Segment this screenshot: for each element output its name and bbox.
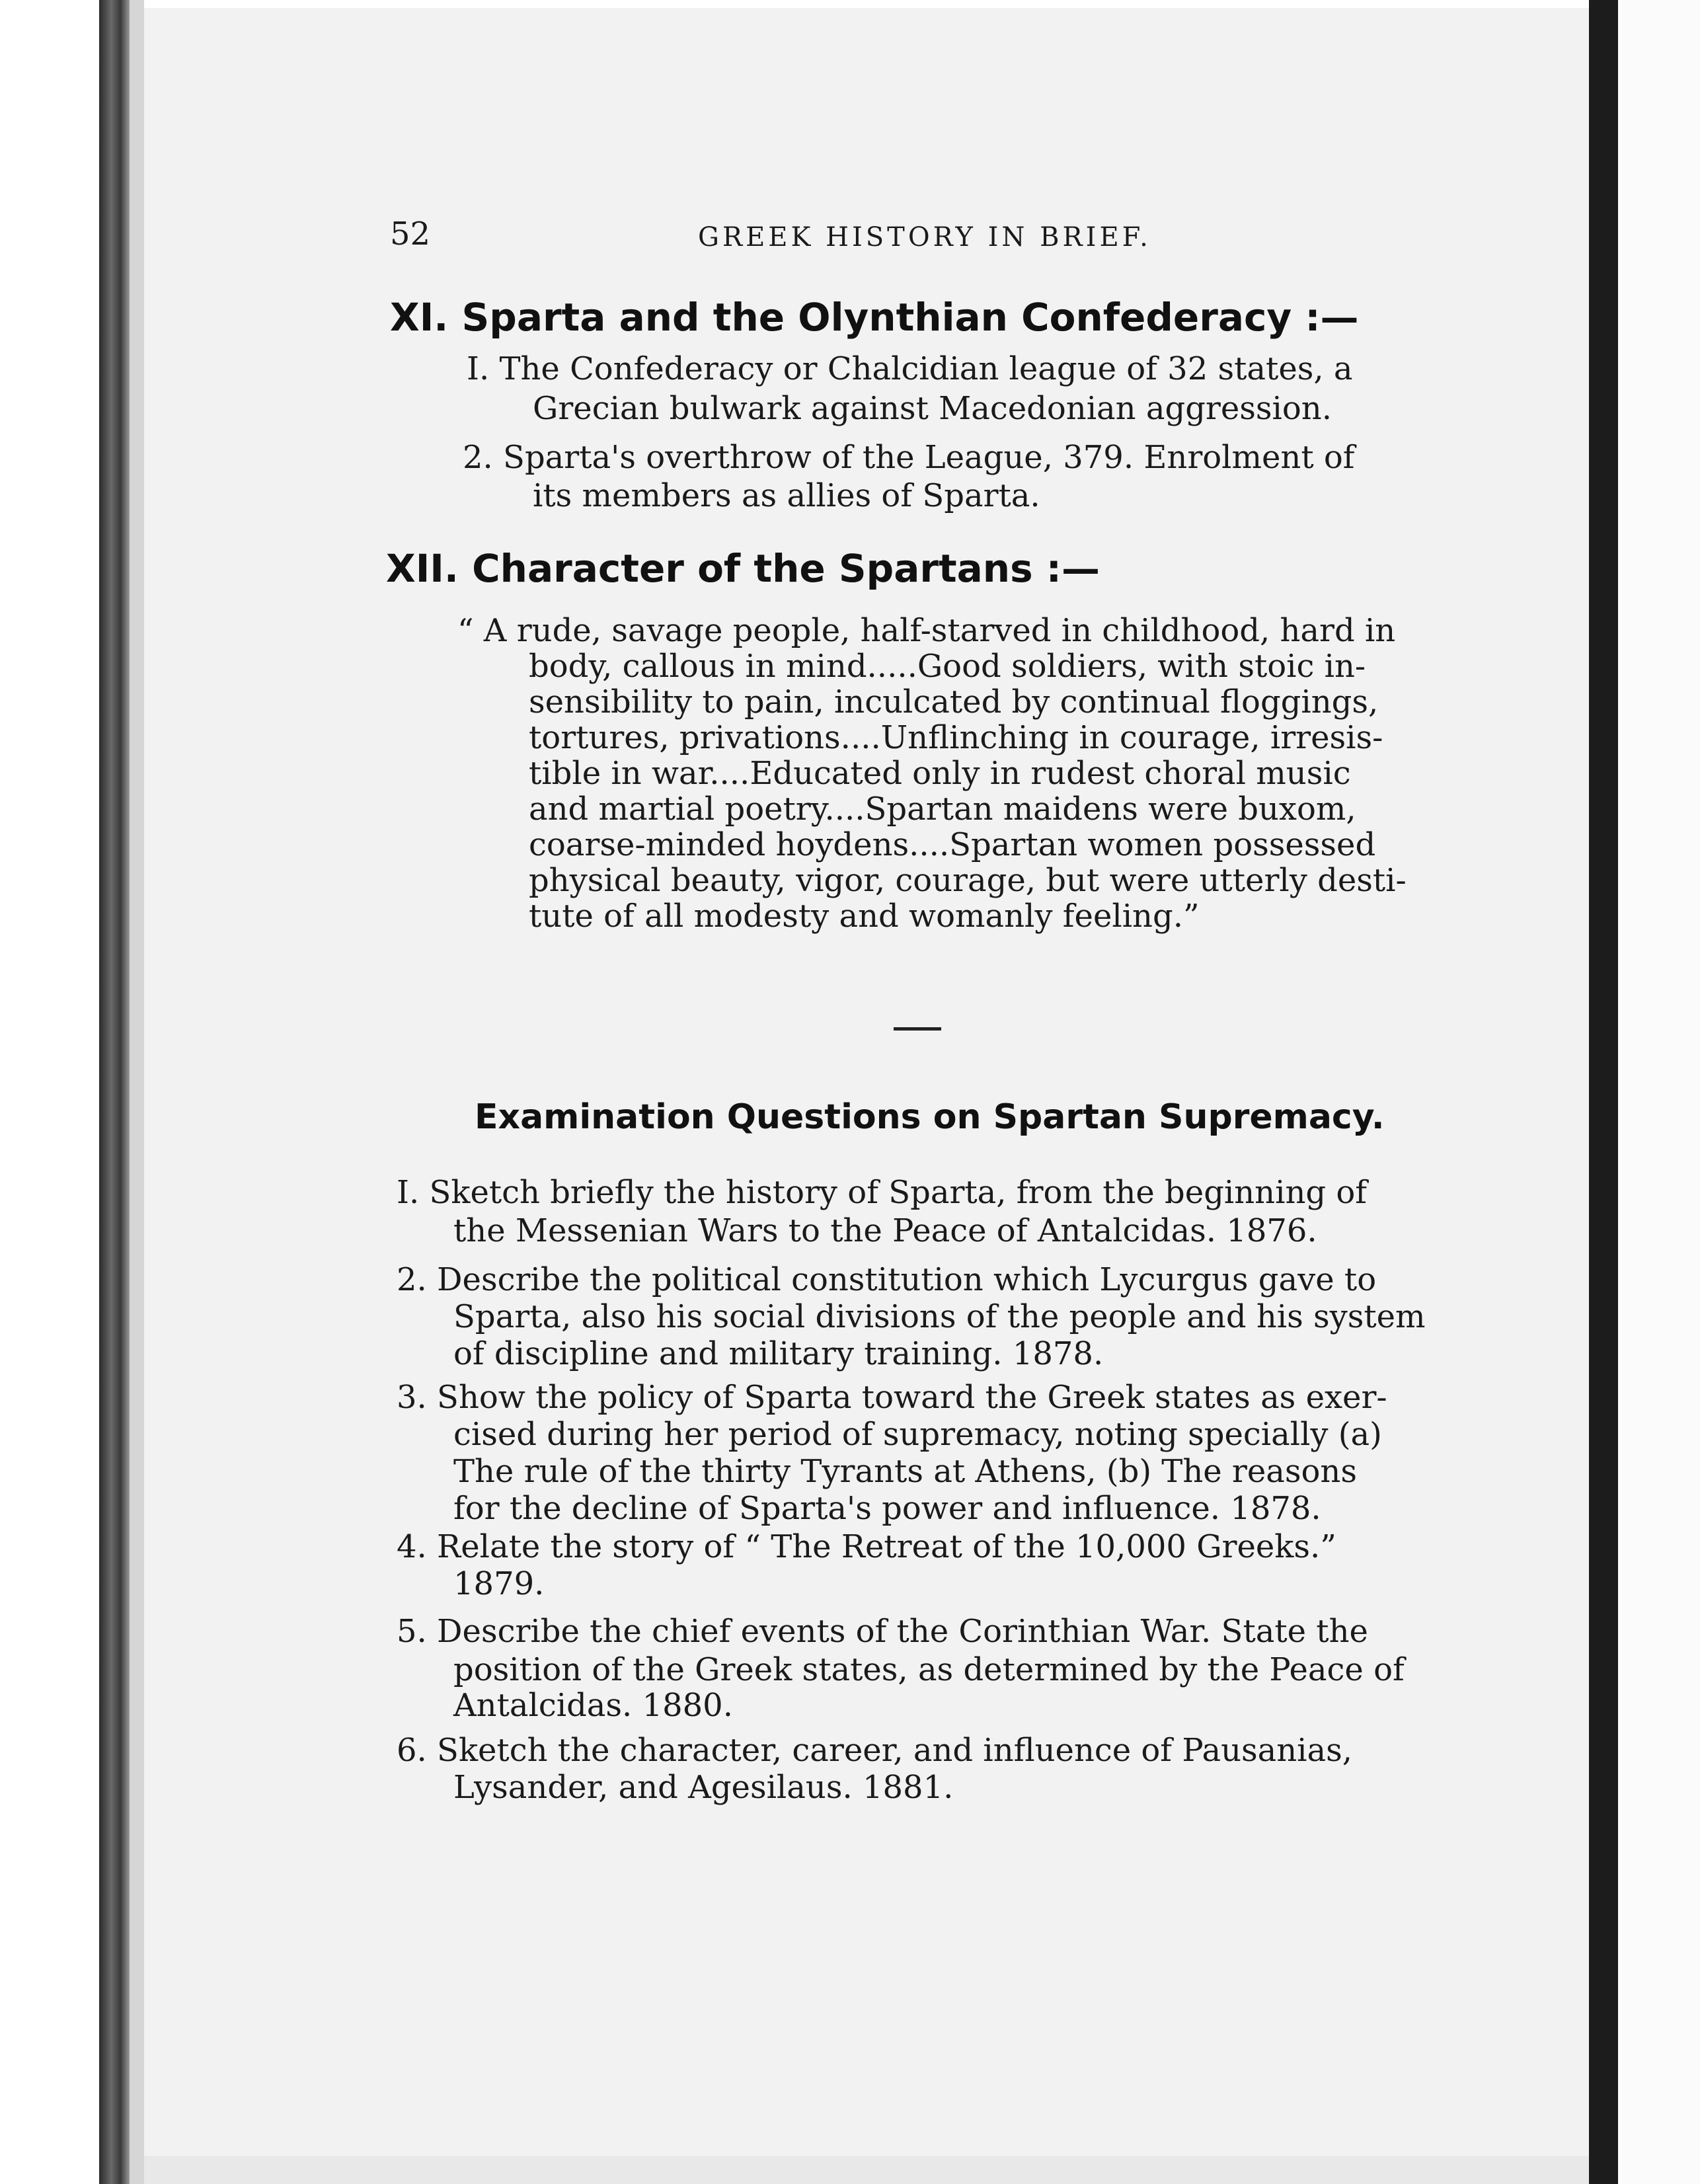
section-heading-xi: XI. Sparta and the Olynthian Confederacy :— <box>390 295 1359 340</box>
exam-questions-title: Examination Questions on Spartan Supremacy. <box>475 1097 1385 1137</box>
quote-line: tute of all modesty and womanly feeling.” <box>529 898 1200 935</box>
question-1-line-1: I. Sketch briefly the history of Sparta, from the beginning of <box>397 1174 1368 1211</box>
quote-line: tible in war....Educated only in rudest choral music <box>529 755 1351 792</box>
question-6-line-2: Lysander, and Agesilaus. 1881. <box>453 1769 954 1806</box>
page-gutter <box>130 0 144 2184</box>
quote-line: coarse-minded hoydens....Spartan women possessed <box>529 826 1376 863</box>
section-divider-rule <box>894 1027 941 1031</box>
page-number: 52 <box>390 215 431 253</box>
quote-line: body, callous in mind.....Good soldiers, with stoic in- <box>529 648 1366 685</box>
question-5-line-2: position of the Greek states, as determined by the Peace of <box>453 1651 1405 1688</box>
quote-line: physical beauty, vigor, courage, but were utterly desti- <box>529 862 1407 899</box>
question-4-line-2: 1879. <box>453 1565 545 1602</box>
section-xi-item-2-line-1: 2. Sparta's overthrow of the League, 379. Enrolment of <box>463 439 1355 476</box>
question-3-line-3: The rule of the thirty Tyrants at Athens, (b) The reasons <box>453 1453 1357 1490</box>
question-6-line-1: 6. Sketch the character, career, and influence of Pausanias, <box>397 1732 1353 1769</box>
question-4-line-1: 4. Relate the story of “ The Retreat of the 10,000 Greeks.” <box>397 1528 1336 1565</box>
page-bottom-edge <box>144 2156 1589 2184</box>
book-spine <box>99 0 130 2184</box>
section-heading-xii: XII. Character of the Spartans :— <box>386 546 1100 591</box>
page-right-edge <box>1589 0 1618 2184</box>
quote-line: sensibility to pain, inculcated by continual floggings, <box>529 683 1379 721</box>
question-2-line-1: 2. Describe the political constitution which Lycurgus gave to <box>397 1261 1377 1298</box>
quote-line: tortures, privations....Unflinching in courage, irresis- <box>529 719 1383 756</box>
facing-page-edge <box>1618 0 1700 2184</box>
section-xi-item-2-line-2: its members as allies of Sparta. <box>533 477 1040 514</box>
question-2-line-2: Sparta, also his social divisions of the people and his system <box>453 1298 1426 1335</box>
question-5-line-1: 5. Describe the chief events of the Corinthian War. State the <box>397 1613 1368 1650</box>
question-2-line-3: of discipline and military training. 1878. <box>453 1335 1104 1372</box>
quote-line: “ A rude, savage people, half-starved in childhood, hard in <box>457 612 1396 649</box>
question-1-line-2: the Messenian Wars to the Peace of Antalcidas. 1876. <box>453 1212 1317 1249</box>
section-xi-item-1-line-1: I. The Confederacy or Chalcidian league of 32 states, a <box>467 350 1353 387</box>
running-head: GREEK HISTORY IN BRIEF. <box>698 222 1151 253</box>
question-3-line-1: 3. Show the policy of Sparta toward the Greek states as exer- <box>397 1379 1387 1416</box>
section-xi-item-1-line-2: Grecian bulwark against Macedonian aggression. <box>533 390 1332 427</box>
quote-line: and martial poetry....Spartan maidens were buxom, <box>529 791 1356 828</box>
question-5-line-3: Antalcidas. 1880. <box>453 1687 733 1724</box>
question-3-line-2: cised during her period of supremacy, noting specially (a) <box>453 1416 1382 1453</box>
question-3-line-4: for the decline of Sparta's power and influence. 1878. <box>453 1490 1321 1527</box>
